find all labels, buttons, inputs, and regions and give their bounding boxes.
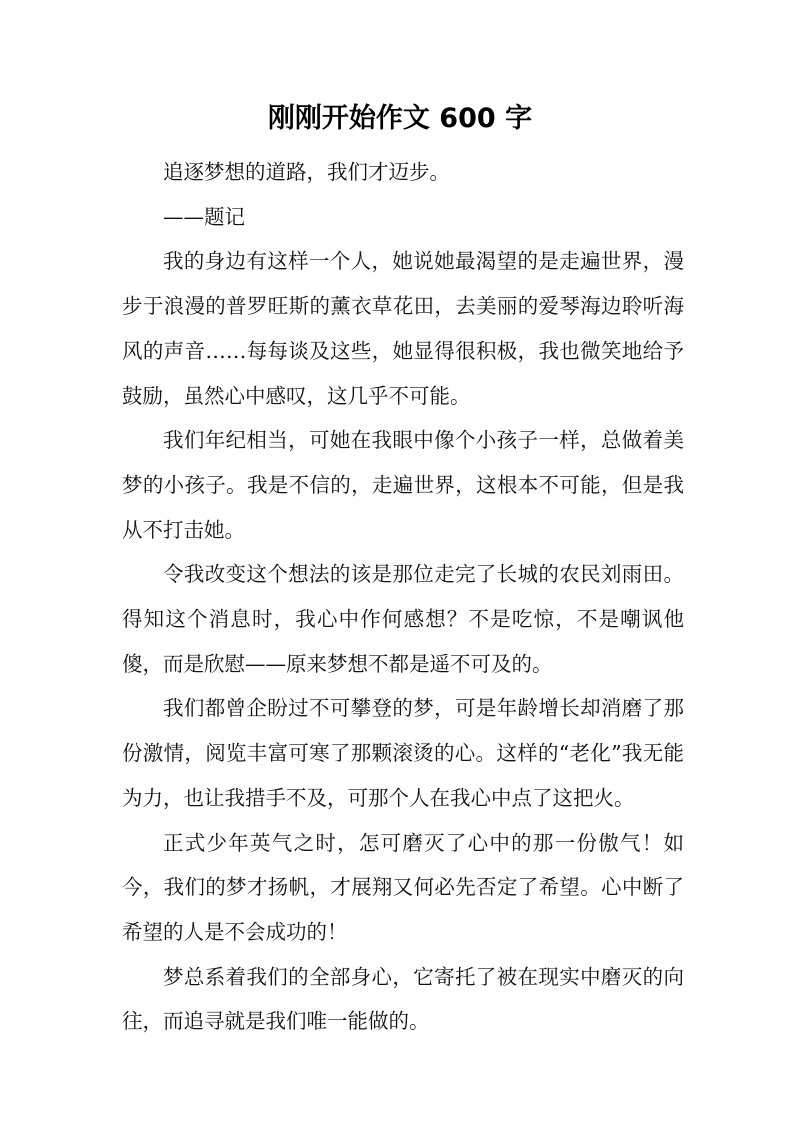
paragraph: 梦总系着我们的全部身心，它寄托了被在现实中磨灭的向往，而追寻就是我们唯一能做的。 [122,964,684,1034]
paragraph: 我们都曾企盼过不可攀登的梦，可是年龄增长却消磨了那份激情，阅览丰富可寒了那颗滚烫的心。这样的“老化”我无能为力，也让我措手不及，可那个人在我心中点了这把火。 [122,696,684,810]
paragraph: 正式少年英气之时，怎可磨灭了心中的那一份傲气！如今，我们的梦才扬帆，才展翔又何必先否定了希望。心中断了希望的人是不会成功的！ [122,830,684,944]
paragraph-epigraph-attribution: ——题记 [163,204,245,229]
paragraph: 我的身边有这样一个人，她说她最渴望的是走遍世界，漫步于浪漫的普罗旺斯的薰衣草花田，去美丽的爱琴海边聆听海风的声音……每每谈及这些，她显得很积极，我也微笑地给予鼓励，虽然心中感叹，这几乎不可能。 [122,249,684,408]
paragraph: 我们年纪相当，可她在我眼中像个小孩子一样，总做着美梦的小孩子。我是不信的，走遍世界，这根本不可能，但是我从不打击她。 [122,428,684,542]
document-body [122,150,684,1044]
paragraph: 令我改变这个想法的该是那位走完了长城的农民刘雨田。得知这个消息时，我心中作何感想？不是吃惊，不是嘲讽他傻，而是欣慰——原来梦想不都是遥不可及的。 [122,562,684,676]
document-title: 刚刚开始作文 600 字 [267,103,533,134]
paragraph-epigraph: 追逐梦想的道路，我们才迈步。 [163,160,450,184]
